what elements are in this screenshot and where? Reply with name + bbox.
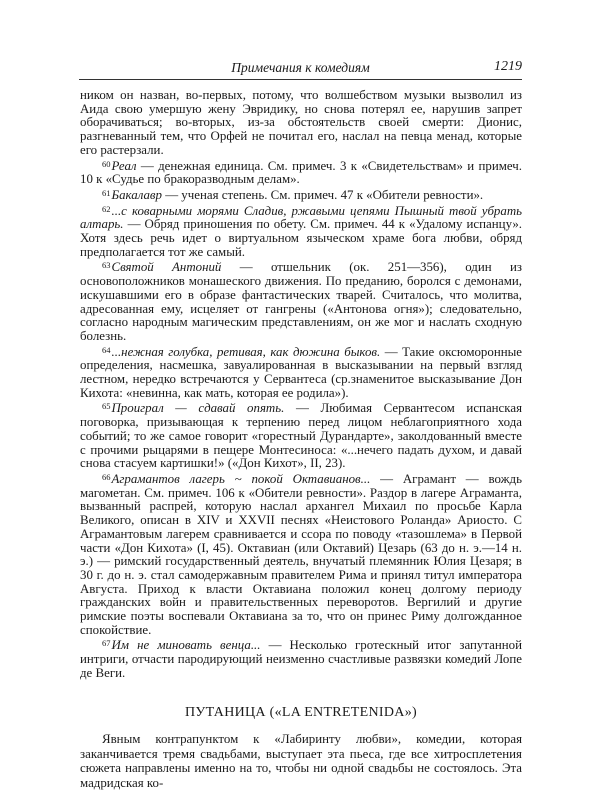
note-lemma: Аграмантов лагерь ~ покой Октавианов... (111, 471, 371, 486)
note-item (80, 637, 522, 680)
page-body (80, 89, 522, 790)
note-text: — Обряд приношения по обету. См. примеч. 44 к «Удалому испанцу». Хотя здесь речь идет о виртуальном языческом храме бога любви, обряд предполагается тот же самый. (80, 217, 522, 259)
note-number: 60 (102, 158, 111, 169)
note-item (80, 259, 522, 343)
note-lemma: ...нежная голубка, ретивая, как дюжина быков. (111, 344, 381, 359)
note-lemma: Бакалавр (111, 187, 162, 202)
note-lemma: Реал (111, 158, 137, 173)
note-number: 63 (102, 260, 111, 271)
note-text: — ученая степень. См. примеч. 47 к «Обители ревности». (161, 187, 484, 202)
note-item (80, 400, 522, 471)
note-lemma: ...с коварными морями Сладив, ржавыми цепями Пышный твой убрать алтарь. (80, 203, 522, 232)
note-lemma: Проиграл — сдавай опять. (111, 401, 285, 416)
note-number: 67 (102, 638, 111, 649)
note-text: — Несколько гротескный итог запутанной интриги, отчасти пародирующий неизменно счастливые развязки комедий Лопе де Веги. (80, 638, 522, 680)
note-number: 64 (102, 344, 111, 355)
page-number: 1219 (494, 59, 522, 74)
note-text: — Любимая Сервантесом испанская поговорка, призывающая к терпению перед лицом неблагоприятного хода событий; то же самое говорит «горестный Дурандарте», заколдованный вместе с прочими рыцарями в пещере Монтесиноса: «...нечего падать духом, и давай снова стасуем картишки!» («Дон Кихот», II, 23). (80, 401, 523, 471)
continuation-paragraph: ником он назван, во-первых, потому, что волшебством музыки вызволил из Аида свою умершую жену Эвридику, но снова потерял ее, нарушив запрет оборачиваться; во-вторых, из-за обстоятельств своей смерти: Дионис, разгневанный тем, что Орфей не почитал его, наслал на певца менад, которые его растерзали. (80, 88, 522, 157)
note-item (80, 471, 522, 637)
note-number: 62 (102, 203, 111, 214)
note-text: — отшельник (ок. 251—356), один из основоположников монашеского движения. По преданию, боролся с демонами, искушавшими его в образе фантастических тварей. Считалось, что молитва, адресованная ему, исцеляет от гангрены («Антонова огня»); следовательно, согласно народным магическим представлениям, он же мог и наслать сходную болезнь. (80, 260, 522, 343)
note-text: — Такие оксюморонные определения, насмешка, завуалированная в высказывании на первый взгляд лестном, нередко встречаются у Сервантеса (ср.знаменитое высказывание Дон Кихота: «невинна, как мать, которая ее родила»). (80, 344, 522, 400)
note-item (80, 344, 522, 401)
note-text: — денежная единица. См. примеч. 3 к «Свидетельствам» и примеч. 10 к «Судье по бракоразводным делам». (80, 158, 522, 187)
note-item (80, 203, 522, 260)
note-text: — Аграмант — вождь магометан. См. примеч. 106 к «Обители ревности». Раздор в лагере Аграманта, вызванный распрей, которую наслал архангел Михаил по просьбе Карла Великого, описан в XIV и XXVII песнях «Неистового Роланда» Ариосто. С Аграмантовым лагерем сравнивается и ссора по поводу «тазошлема» в Первой части «Дон Кихота» (I, 45). Октавиан (или Октавий) Цезарь (63 до н. э.—14 н. э.) — римский государственный деятель, внучатый племянник Юлия Цезаря; в 30 г. до н. э. стал самодержавным правителем Рима и принял титул императора Августа. Приход к власти Октавиана положил конец долгому периоду гражданских войн и правительственных переворотов. Вергилий и другие римские поэты воспевали Октавиана за то, что он принес Риму долгожданное спокойствие. (80, 471, 522, 637)
note-lemma: Святой Антоний (111, 260, 222, 275)
note-number: 65 (102, 401, 111, 412)
section-intro-paragraph: Явным контрапунктом к «Лабиринту любви», комедии, которая заканчивается тремя свадьбами, выступает эта пьеса, где все хитросплетения сюжета направлены именно на то, чтобы ни одной свадьбы не состоялось. Эта мадридская ко- (80, 732, 522, 790)
section-heading: ПУТАНИЦА («LA ENTRETENIDA») (185, 704, 417, 720)
running-header (79, 59, 522, 80)
note-item (80, 158, 522, 187)
note-number: 66 (102, 471, 111, 482)
note-number: 61 (102, 187, 111, 198)
note-lemma: Им не миновать венца... (111, 638, 261, 653)
running-header-title: Примечания к комедиям (231, 60, 370, 75)
notes-list (80, 158, 522, 681)
note-item (80, 187, 522, 203)
